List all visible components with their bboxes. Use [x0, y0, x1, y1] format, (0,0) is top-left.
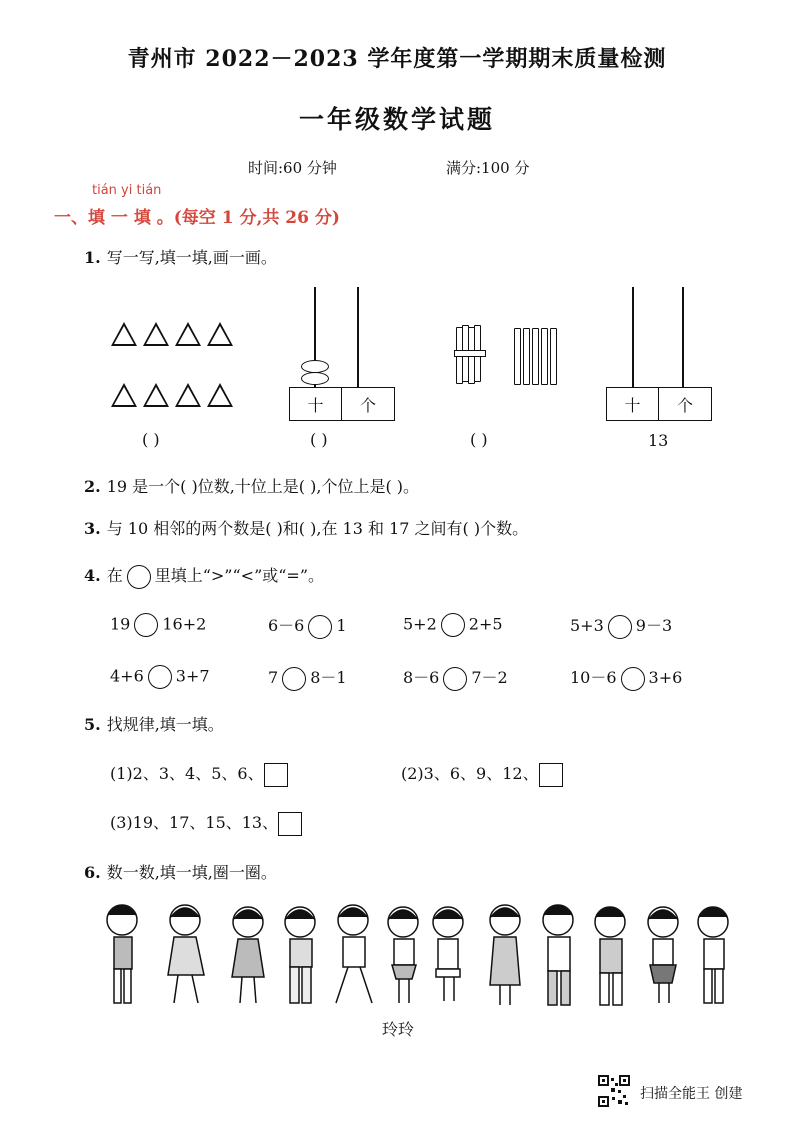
child-figure [648, 907, 678, 1003]
abacus-place-box [606, 387, 712, 421]
child-figure [336, 905, 372, 1003]
triangle-shape [143, 322, 169, 346]
compare-right: 8－1 [310, 668, 347, 687]
child-figure [388, 907, 418, 1003]
compare-circle[interactable] [608, 615, 632, 639]
tens-label: 十 [290, 388, 342, 420]
pattern-text: (2)3、6、9、12、 [401, 764, 539, 783]
question-text: 找规律,填一填。 [106, 715, 224, 734]
question-1 [84, 245, 277, 268]
child-figure [285, 907, 315, 1003]
abacus-rod [357, 287, 359, 387]
child-figure [595, 907, 625, 1005]
compare-item [268, 665, 347, 691]
triangle-shape [207, 322, 233, 346]
compare-item [403, 613, 503, 637]
compare-left: 8－6 [403, 668, 440, 687]
answer-blank[interactable]: ( ) [310, 430, 328, 449]
compare-circle[interactable] [282, 667, 306, 691]
question-number: 3. [84, 519, 101, 538]
question-3 [84, 516, 528, 539]
child-figure [490, 905, 520, 1005]
question-text: 数一数,填一填,圈一圈。 [106, 863, 277, 882]
children-line-illustration [100, 895, 740, 1020]
child-figure [543, 905, 573, 1005]
compare-item [268, 613, 347, 639]
compare-left: 6－6 [268, 616, 305, 635]
answer-box[interactable] [539, 763, 563, 787]
answer-blank[interactable]: ( ) [142, 430, 160, 449]
question-number: 1. [84, 248, 101, 267]
stick [550, 328, 557, 385]
abacus-place-box [289, 387, 395, 421]
tens-label: 十 [607, 388, 659, 420]
question-text: 写一写,填一填,画一画。 [106, 248, 277, 267]
compare-item [570, 665, 682, 691]
stick [523, 328, 530, 385]
compare-left: 19 [110, 614, 131, 634]
ones-label: 个 [359, 395, 376, 415]
compare-left: 5+3 [570, 616, 604, 635]
child-figure [698, 907, 728, 1003]
section-title: 一、填 一 填 。(每空 1 分,共 26 分) [54, 208, 340, 228]
triangle-shape [143, 383, 169, 407]
child-figure [168, 905, 204, 1003]
exam-time: 时间:60 分钟 [248, 159, 337, 177]
compare-item [570, 613, 672, 639]
compare-circle[interactable] [621, 667, 645, 691]
figure-caption: 玲玲 [382, 1020, 415, 1039]
question-text: 19 是一个( )位数,十位上是( ),个位上是( )。 [106, 477, 420, 496]
compare-item [110, 665, 210, 689]
question-number: 5. [84, 715, 101, 734]
pattern-3 [110, 810, 302, 836]
compare-left: 5+2 [403, 614, 437, 634]
exam-subtitle: 一年级数学试题 [298, 105, 495, 134]
qr-code-icon [598, 1075, 630, 1107]
footer-watermark: 扫描全能王 创建 [640, 1086, 743, 1102]
triangle-shape [111, 322, 137, 346]
question-6 [84, 860, 277, 883]
section-pinyin: tián yi tián [92, 183, 162, 198]
compare-right: 7－2 [471, 668, 508, 687]
question-text: 与 10 相邻的两个数是( )和( ),在 13 和 17 之间有( )个数。 [106, 519, 529, 538]
question-number: 2. [84, 477, 101, 496]
child-figure [107, 905, 137, 1003]
compare-right: 16+2 [162, 614, 207, 634]
bundle-tie [454, 350, 486, 357]
triangle-shape [111, 383, 137, 407]
compare-circle[interactable] [441, 613, 465, 637]
question-5 [84, 712, 224, 735]
circle-icon [127, 565, 151, 589]
triangle-shape [175, 383, 201, 407]
pattern-text: (3)19、17、15、13、 [110, 813, 279, 832]
pattern-2 [401, 761, 563, 787]
compare-item [403, 665, 508, 691]
compare-right: 9－3 [635, 616, 673, 635]
question-number: 4. [84, 566, 101, 585]
compare-circle[interactable] [148, 665, 172, 689]
compare-right: 1 [336, 616, 347, 635]
pattern-1 [110, 761, 288, 787]
ones-label: 个 [676, 395, 693, 415]
exam-score: 满分:100 分 [446, 159, 530, 177]
question-number: 6. [84, 863, 101, 882]
answer-blank[interactable]: ( ) [470, 430, 488, 449]
answer-box[interactable] [278, 812, 302, 836]
compare-circle[interactable] [443, 667, 467, 691]
compare-right: 2+5 [468, 614, 503, 634]
compare-left: 7 [268, 668, 279, 687]
exam-title: 青州市 2022－2023 学年度第一学期期末质量检测 [127, 46, 667, 72]
compare-left: 10－6 [570, 668, 617, 687]
stick [541, 328, 548, 385]
compare-right: 3+6 [648, 668, 683, 687]
stick [514, 328, 521, 385]
question-text-pre: 在 [106, 566, 123, 585]
compare-left: 4+6 [110, 666, 144, 686]
question-4 [84, 563, 324, 589]
triangle-shape [175, 322, 201, 346]
pattern-text: (1)2、3、4、5、6、 [110, 764, 264, 783]
compare-right: 3+7 [175, 666, 210, 686]
question-2 [84, 474, 419, 497]
given-value: 13 [648, 431, 669, 450]
abacus-bead [301, 372, 329, 385]
child-figure [433, 907, 463, 1001]
question-text-post: 里填上“>”“<”或“=”。 [154, 566, 325, 585]
abacus-rod [632, 287, 634, 387]
triangle-shape [207, 383, 233, 407]
compare-item [110, 613, 206, 637]
answer-box[interactable] [264, 763, 288, 787]
abacus-rod [682, 287, 684, 387]
child-figure [232, 907, 264, 1003]
stick [532, 328, 539, 385]
compare-circle[interactable] [308, 615, 332, 639]
compare-circle[interactable] [134, 613, 158, 637]
